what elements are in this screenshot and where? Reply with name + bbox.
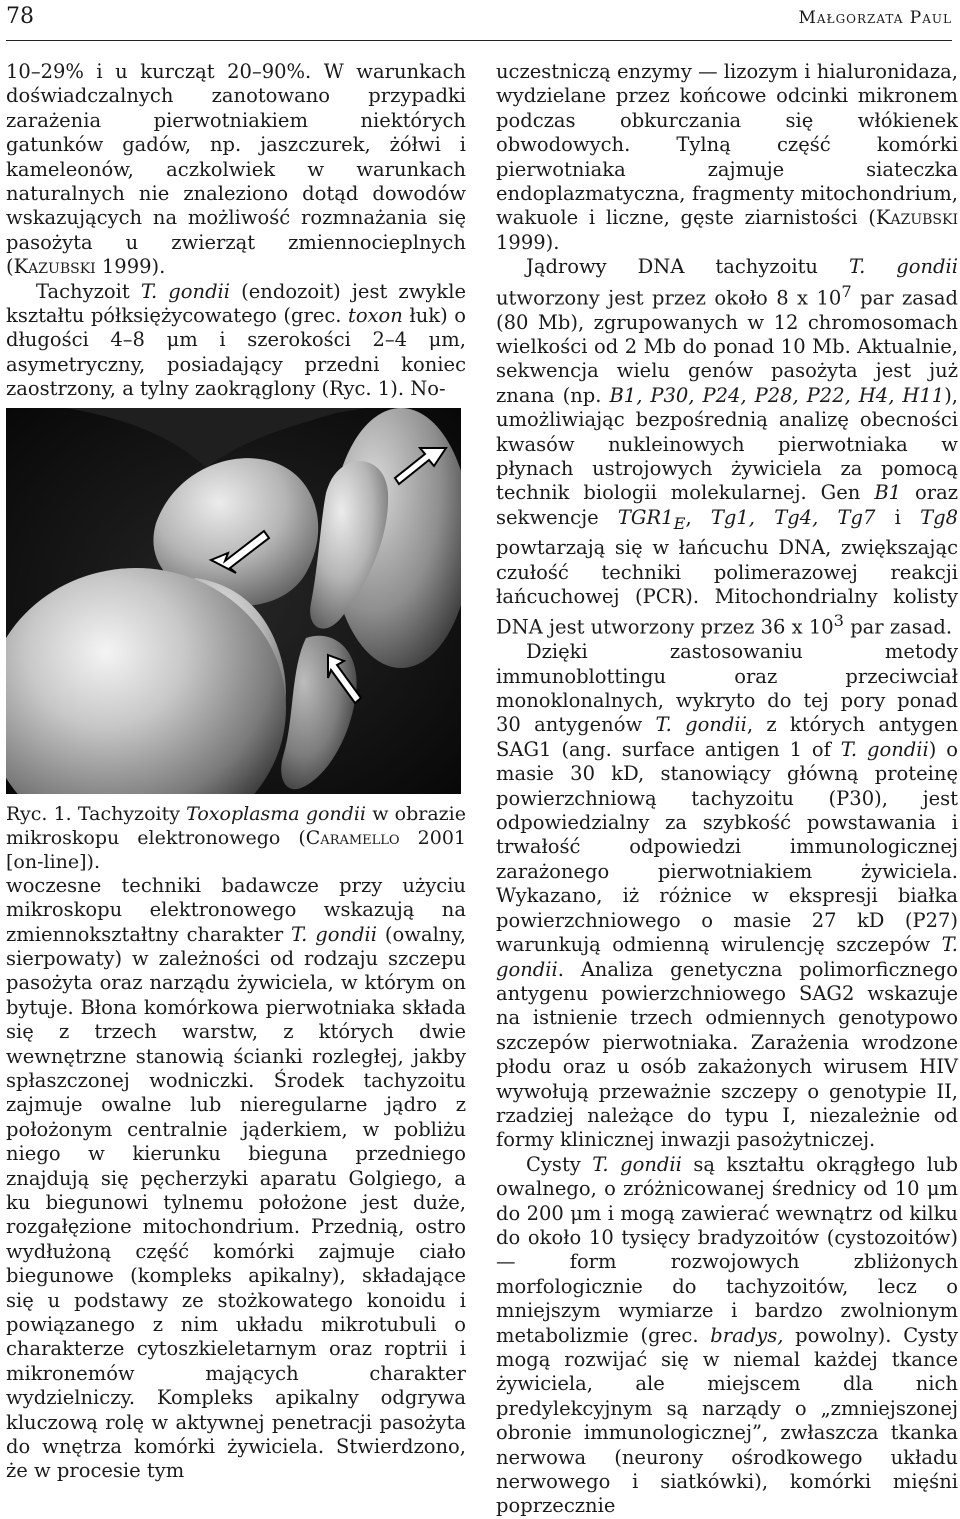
left-paragraph-2: Tachyzoit T. gondii (endozoit) jest zwykle kształtu półksiężycowatego (grec. toxon łuk) o długości 4–8 μm i szerokości 2–4 μm, asymetryczny, posiadający przedni koniec zaostrzony, a tylny zaokrąglony (Ryc. 1). No- (6, 279, 467, 401)
page-number: 78 (6, 4, 34, 29)
header-rule (6, 40, 952, 41)
micrograph-image (6, 408, 461, 794)
running-head: Małgorzata Paul (798, 8, 952, 28)
right-column (496, 60, 958, 1519)
figure-micrograph (6, 408, 461, 794)
page-header (6, 2, 952, 36)
right-paragraph-1: uczestniczą enzymy — lizozym i hialuronidaza, wydzielane przez końcowe odcinki mikronem podczas obkurczania się włókienek obwodowych. Tylną część komórki pierwotniaka zajmuje siateczka endoplazmatyczna, fragmenty mitochondrium, wakuole i liczne, gęste ziarnistości (Kazubski 1999). (496, 60, 958, 254)
right-paragraph-2: Jądrowy DNA tachyzoitu T. gondii utworzony jest przez około 8 x $10^7$ par zasad (80 Mb), zgrupowanych w 12 chromosomach wielkości od 2 Mb do ponad 10 Mb. Aktualnie, sekwencja wielu genów pasożyta jest już znana (np. B1, P30, P24, P28, P22, H4, H11), umożliwiając bezpośrednią analizę obecności kwasów nukleinowych pierwotniaka w płynach ustrojowych żywiciela za pomocą technik biologii molekularnej. Gen B1 oraz sekwencje $TGR1_E$, Tg1, Tg4, Tg7 i Tg8 powtarzają się w łańcuchu DNA, zwiększając czułość techniki polimerazowej reakcji łańcuchowej (PCR). Mitochondrialny kolisty DNA jest utworzony przez 36 x $10^3$ par zasad. (496, 255, 959, 639)
right-paragraph-3: Dzięki zastosowaniu metody immunoblottingu oraz przeciwciał monoklonalnych, wykryto do tej pory ponad 30 antygenów T. gondii, z których antygen SAG1 (ang. surface antigen 1 of T. gondii) o masie 30 kD, stanowiący główną proteinę powierzchniową tachyzoitu (P30), jest odpowiedzialny za szybkość powstawania i trwałość odpowiedzi immunologicznej zarażonego pierwotniakiem żywiciela. Wykazano, iż różnice w ekspresji białka powierzchniowego o masie 27 kD (P27) warunkują odmienną wirulencję szczepów T. gondii. Analiza genetyczna polimorficznego antygenu powierzchniowego SAG2 wskazuje na istnienie trzech odmiennych genotypowo szczepów pierwotniaka. Zarażenia wrodzone płodu oraz u osób zakażonych wirusem HIV wywołują przeważnie szczepy o genotypie II, rzadziej należące do typu I, niezależnie od formy klinicznej inwazji pasożytniczej. (496, 640, 959, 1152)
figure-caption: Ryc. 1. Tachyzoity Toxoplasma gondii w obrazie mikroskopu elektronowego (Caramello 2001 [on-line]). (6, 802, 466, 873)
left-paragraph-1: 10–29% i u kurcząt 20–90%. W warunkach doświadczalnych zanotowano przypadki zarażenia pierwotniakiem niektórych gatunków gadów, np. jaszczurek, żółwi i kameleonów, aczkolwiek w warunkach naturalnych nie znaleziono dotąd dowodów wskazujących na możliwość rozmnażania się pasożyta u zwierząt zmiennocieplnych (Kazubski 1999). (6, 60, 466, 279)
left-column (6, 60, 466, 1484)
right-paragraph-4: Cysty T. gondii są kształtu okrągłego lub owalnego, o zróżnicowanej średnicy od 10 μm do 200 μm i mogą zawierać wewnątrz od kilku do około 10 tysięcy bradyzoitów (cystozoitów) — form rozwojowych zbliżonych morfologicznie do tachyzoitów, lecz o mniejszym wymiarze i bardzo zwolnionym metabolizmie (grec. bradys, powolny). Cysty mogą rozwijać się w niemal każdej tkance żywiciela, ale miejscem dla nich predylekcyjnym są narządy o „zmniejszonej obronie immunologicznej”, zwłaszcza tkanka nerwowa (neurony ośrodkowego układu nerwowego i siatkówki), komórki mięśni poprzecznie (496, 1152, 958, 1518)
left-paragraph-3: woczesne techniki badawcze przy użyciu mikroskopu elektronowego wskazują na zmiennokształtny charakter T. gondii (owalny, sierpowaty) w zależności od rodzaju szczepu pasożyta oraz narządu żywiciela, w którym on bytuje. Błona komórkowa pierwotniaka składa się z trzech warstw, z których dwie wewnętrzne stanowią ścianki rozległej, jakby spłaszczonej wodniczki. Środek tachyzoitu zajmuje owalne lub nieregularne jądro z położonym centralnie jąderkiem, w pobliżu niego w kierunku bieguna przedniego znajdują się pęcherzyki aparatu Golgiego, a ku biegunowi tylnemu położone jest duże, rozgałęzione mitochondrium. Przednią, ostro wydłużoną część komórki zajmuje ciało biegunowe (kompleks apikalny), składające się u podstawy ze stożkowatego konoidu i powiązanego z nim układu mikrotubuli o charakterze cytoszkieletarnym oraz roptrii i mikronemów mających charakter wydzielniczy. Kompleks apikalny odgrywa kluczową rolę w aktywnej penetracji pasożyta do wnętrza komórki żywiciela. Stwierdzono, że w procesie tym (6, 873, 466, 1483)
